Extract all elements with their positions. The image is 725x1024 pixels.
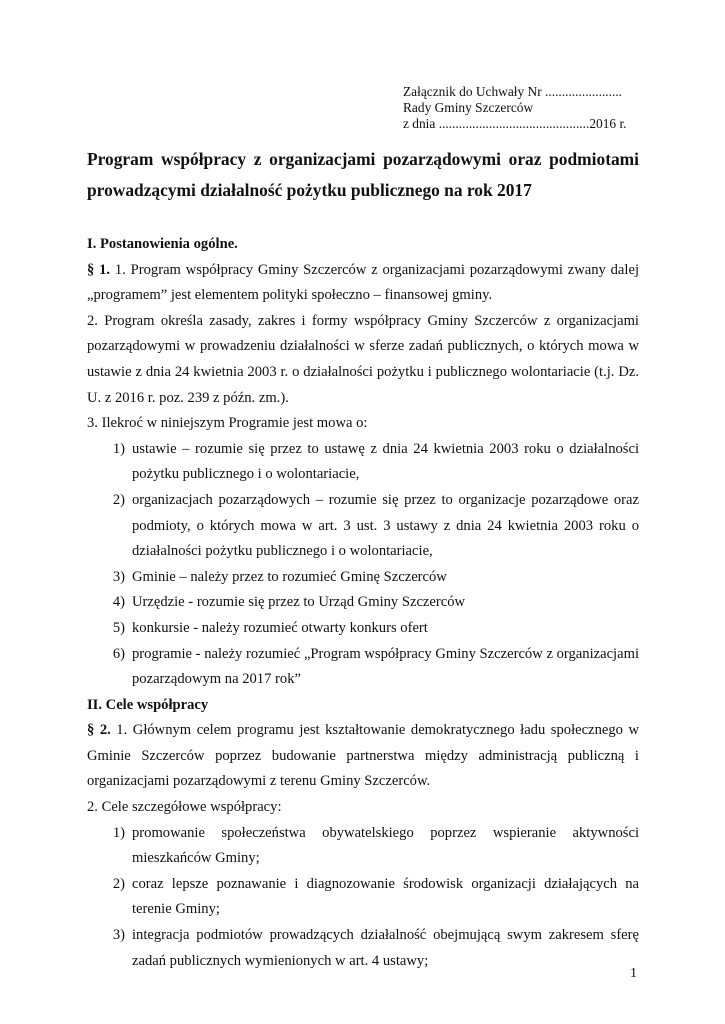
paragraph-1-3: 3. Ilekroć w niniejszym Programie jest mowa o: <box>87 415 368 432</box>
attachment-note <box>403 84 627 132</box>
paragraph-1-1 <box>87 258 639 309</box>
list-item-number: 4) <box>112 594 125 611</box>
objectives-list <box>87 821 639 975</box>
list-item <box>87 590 639 616</box>
document-title: Program współpracy z organizacjami pozarządowymi oraz podmiotami prowadzącymi działalność pożytku publicznego na rok 2017 <box>87 149 639 200</box>
list-item <box>87 565 639 591</box>
list-item-text: promowanie społeczeństwa obywatelskiego poprzez wspieranie aktywności mieszkańców Gminy; <box>132 824 639 867</box>
list-item-number: 5) <box>112 619 125 636</box>
section-1-number: I <box>87 236 93 252</box>
list-item-text: coraz lepsze poznawanie i diagnozowanie środowisk organizacji działających na terenie Gminy; <box>132 875 639 918</box>
attachment-line-1: Załącznik do Uchwały Nr ....................... <box>403 84 623 99</box>
list-item-number: 1) <box>112 440 125 457</box>
section-1-heading-text: . Postanowienia ogólne. <box>92 236 238 252</box>
paragraph-2-1-text: 1. Głównym celem programu jest kształtowanie demokratycznego ładu społecznego w Gminie Szczerców poprzez budowanie partnerstwa między administracją publiczną i organizacjami pozarządowymi z terenu Gminy Szczerców. <box>87 722 640 790</box>
attachment-line-2: Rady Gminy Szczerców <box>403 100 534 115</box>
definitions-list <box>87 437 639 693</box>
section-2-heading: II. Cele współpracy <box>87 696 209 713</box>
list-item <box>87 642 639 693</box>
paragraph-1-2: 2. Program określa zasady, zakres i formy współpracy Gminy Szczerców z organizacjami pozarządowymi w prowadzeniu działalności w sferze zadań publicznych, o których mowa w ustawie z dnia 24 kwietnia 2003 r. o działalności pożytku i publicznego wolontariacie (t.j. Dz. U. z 2016 r. poz. 239 z późn. zm.). <box>87 312 639 406</box>
list-item-number: 1) <box>112 824 125 841</box>
list-item-text: Urzędzie - rozumie się przez to Urząd Gminy Szczerców <box>132 594 466 611</box>
paragraph-mark-2: § 2. <box>87 722 111 739</box>
section-1-heading <box>87 232 639 258</box>
list-item-text: programie - należy rozumieć „Program współpracy Gminy Szczerców z organizacjami pozarządowym na 2017 rok” <box>132 645 639 688</box>
list-item-text: integracja podmiotów prowadzących działalność obejmującą swym zakresem sferę zadań publicznych wymienionych w art. 4 ustawy; <box>132 927 639 969</box>
list-item-number: 6) <box>112 645 125 662</box>
paragraph-2-1 <box>87 718 639 795</box>
list-item-number: 3) <box>112 927 125 944</box>
list-item <box>87 437 639 488</box>
list-item <box>87 488 639 565</box>
list-item-text: konkursie - należy rozumieć otwarty konkurs ofert <box>132 619 428 636</box>
list-item-number: 2) <box>112 875 125 892</box>
list-item-text: Gminie – należy przez to rozumieć Gminę Szczerców <box>132 568 447 585</box>
paragraph-1-1-text: 1. Program współpracy Gminy Szczerców z organizacjami pozarządowymi zwany dalej „programem” jest elementem polityki społeczno – finansowej gminy. <box>87 261 639 304</box>
list-item-text: ustawie – rozumie się przez to ustawę z dnia 24 kwietnia 2003 roku o działalności pożytku publicznego i o wolontariacie, <box>132 440 639 483</box>
list-item-number: 3) <box>112 568 125 585</box>
attachment-line-3: z dnia .............................................2016 r. <box>403 116 627 131</box>
list-item <box>87 821 639 872</box>
paragraph-2-2: 2. Cele szczegółowe współpracy: <box>87 799 282 816</box>
list-item <box>87 923 639 974</box>
document-body <box>87 232 639 974</box>
list-item <box>87 616 639 642</box>
list-item <box>87 872 639 923</box>
page-number: 1 <box>630 966 637 981</box>
list-item-text: organizacjach pozarządowych – rozumie się przez to organizacje pozarządowe oraz podmioty, o których mowa w art. 3 ust. 3 ustawy z dnia 24 kwietnia 2003 roku o działalności pożytku publicznego i o wolontariacie, <box>132 491 639 560</box>
list-item-number: 2) <box>112 491 125 508</box>
paragraph-mark-1: § 1. <box>87 261 111 278</box>
